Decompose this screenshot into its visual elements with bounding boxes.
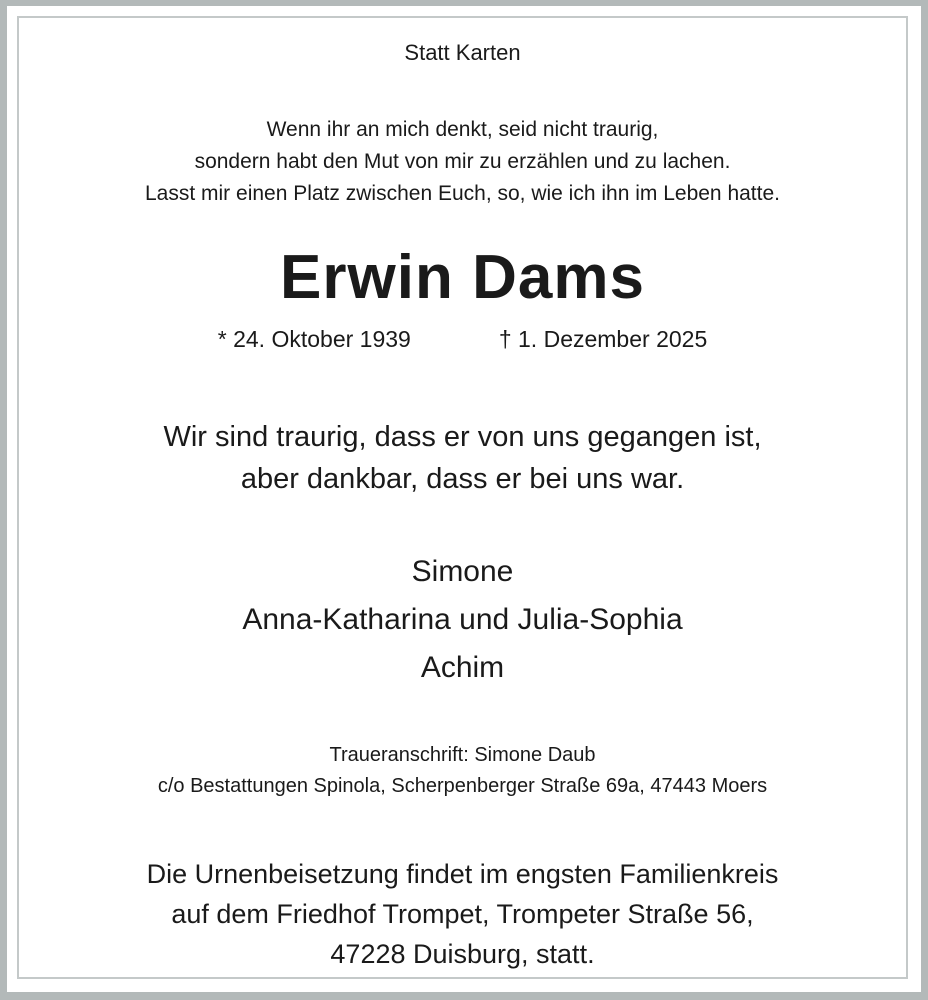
family-line: Simone xyxy=(411,555,514,588)
birth-date: * 24. Oktober 1939 xyxy=(217,326,411,352)
deceased-name: Erwin Dams xyxy=(280,243,645,312)
quote xyxy=(19,416,906,500)
quote-line: aber dankbar, dass er bei uns war. xyxy=(240,463,685,495)
poem xyxy=(19,114,906,210)
burial-info xyxy=(19,854,906,974)
address-line: Traueranschrift: Simone Daub xyxy=(329,744,596,766)
header-statt-karten: Statt Karten xyxy=(404,40,521,65)
poem-line: Lasst mir einen Platz zwischen Euch, so, wie ich ihn im Leben hatte. xyxy=(145,182,780,205)
family-names xyxy=(19,548,906,692)
address-line: c/o Bestattungen Spinola, Scherpenberger Straße 69a, 47443 Moers xyxy=(157,775,768,797)
mourning-address xyxy=(19,740,906,802)
notice-page xyxy=(7,6,921,992)
life-dates xyxy=(19,326,906,353)
death-date: † 1. Dezember 2025 xyxy=(498,326,708,352)
quote-line: Wir sind traurig, dass er von uns gegangen ist, xyxy=(163,421,762,453)
burial-line: 47228 Duisburg, statt. xyxy=(330,939,595,969)
burial-line: Die Urnenbeisetzung findet im engsten Familienkreis xyxy=(146,859,779,889)
poem-line: sondern habt den Mut von mir zu erzählen und zu lachen. xyxy=(194,150,731,173)
burial-line: auf dem Friedhof Trompet, Trompeter Straße 56, xyxy=(171,899,754,929)
poem-line: Wenn ihr an mich denkt, seid nicht traurig, xyxy=(266,118,659,141)
notice-frame xyxy=(17,16,908,979)
family-line: Achim xyxy=(420,651,505,684)
family-line: Anna-Katharina und Julia-Sophia xyxy=(242,603,683,636)
